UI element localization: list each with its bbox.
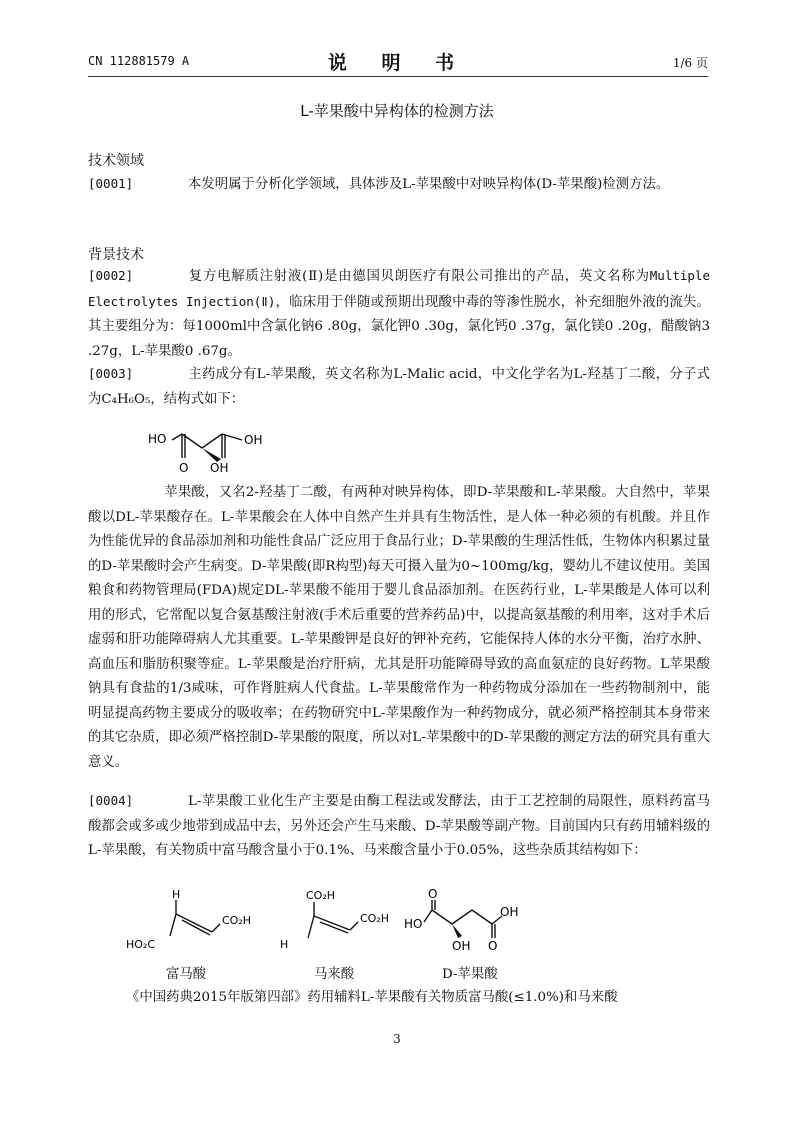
section-heading-tech-field: 技术领域 [88, 153, 144, 169]
paragraph-text: L-苹果酸工业化生产主要是由酶工程法或发酵法，由于工艺控制的局限性，原料药富马酸都会或多或少地带到成品中去，另外还会产生马来酸、D-苹果酸等副产物。目前国内只有药用辅料级的L-苹果酸，有关物质中富马酸含量小于0.1%、马来酸含量小于0.05%，这些杂质其结构如下： [88, 794, 710, 858]
paragraph-0003 [88, 362, 710, 412]
paragraph-0003-continued [88, 481, 710, 775]
structure-label: CO₂H [222, 914, 252, 927]
paragraph-0004 [88, 789, 710, 864]
paragraph-text: 《中国药典2015年版第四部》药用辅料L-苹果酸有关物质富马酸(≤1.0%)和马来酸 [126, 990, 618, 1005]
section-heading-background: 背景技术 [88, 247, 144, 263]
publication-number: CN 112881579 A [88, 54, 190, 68]
document-title: L-苹果酸中异构体的检测方法 [300, 102, 494, 120]
paragraph-text: 本发明属于分析化学领域，具体涉及L-苹果酸中对映异构体(D-苹果酸)检测方法。 [188, 177, 670, 192]
header-rule [88, 76, 708, 77]
paragraph-text: ，临床用于伴随或预期出现酸中毒的等渗性脱水，补充细胞外液的流失。其主要组分为：每1000ml中含氯化钠6 .80g，氯化钾0 .30g，氯化钙0 .37g，氯化镁0 .20g，醋酸钠3 .27g，L-苹果酸0 .67g。 [88, 294, 710, 359]
structure-label: O [179, 461, 189, 475]
caption-maleic-acid: 马来酸 [314, 967, 355, 982]
paragraph-number: [0001] [88, 176, 134, 191]
caption-fumaric-acid: 富马酸 [166, 967, 207, 982]
paragraph-number: [0002] [88, 268, 134, 283]
paragraph-0002 [88, 264, 710, 364]
structure-label: HO₂C [126, 938, 156, 951]
structure-label: H [280, 938, 289, 951]
caption-d-malic-acid: D-苹果酸 [442, 967, 498, 982]
structure-label: CO₂H [306, 889, 336, 902]
d-malic-acid-structure [404, 886, 544, 958]
structure-label: CO₂H [360, 912, 390, 925]
structure-label: O [428, 887, 438, 901]
structure-label: OH [210, 461, 229, 475]
paragraph-last-line [88, 986, 710, 1011]
l-malic-acid-structure [140, 414, 280, 478]
paragraph-number: [0003] [88, 366, 134, 381]
header-title: 说 明 书 [327, 52, 469, 74]
header-page: 1/6 页 [672, 56, 708, 70]
paragraph-text: 复方电解质注射液(Ⅱ)是由德国贝朗医疗有限公司推出的产品，英文名称为 [188, 269, 650, 284]
paragraph-text: 主药成分有L-苹果酸，英文名称为L-Malic acid，中文化学名为L-羟基丁二酸，分子式为C₄H₆O₅，结构式如下： [88, 367, 710, 407]
structure-label: OH [500, 905, 519, 919]
structure-label: HO [404, 917, 423, 931]
structure-label: H [172, 888, 181, 901]
paragraph-number: [0004] [88, 793, 134, 808]
structure-label: HO [148, 432, 167, 446]
paragraph-text: 苹果酸，又名2-羟基丁二酸，有两种对映异构体，即D-苹果酸和L-苹果酸。大自然中，苹果酸以DL-苹果酸存在。L-苹果酸会在人体中自然产生并具有生物活性，是人体一种必须的有机酸。并且作为性能优异的食品添加剂和功能性食品广泛应用于食品行业；D-苹果酸的生理活性低，生物体内积累过量的D-苹果酸时会产生病变。D-苹果酸(即R构型)每天可摄入量为0~100mg/kg，婴幼儿不建议使用。美国粮食和药物管理局(FDA)规定DL-苹果酸不能用于婴儿食品添加剂。在医药行业，L-苹果酸是人体可以利用的形式，它常配以复合氨基酸注射液(手术后重要的营养药品)中，以提高氨基酸的利用率，这对手术后虚弱和肝功能障碍病人尤其重要。L-苹果酸钾是良好的钾补充药，它能保持人体的水分平衡，治疗水肿、高血压和脂肪积聚等症。L-苹果酸是治疗肝病，尤其是肝功能障碍导致的高血氨症的良好药物。L苹果酸钠具有食盐的1/3咸味，可作肾脏病人代食盐。L-苹果酸常作为一种药物成分添加在一些药物制剂中，能明显提高药物主要成分的吸收率；在药物研究中L-苹果酸作为一种药物成分，就必须严格控制其本身带来的其它杂质，即必须严格控制D-苹果酸的限度，所以对L-苹果酸中的D-苹果酸的测定方法的研究具有重大意义。 [88, 485, 710, 770]
structure-label: O [488, 939, 498, 953]
maleic-acid-structure [274, 886, 404, 958]
page-header [88, 50, 708, 76]
paragraph-text-latin: Multiple Electrolytes Injection(Ⅱ) [88, 268, 710, 309]
paragraph-0001 [88, 172, 710, 198]
page-number: 3 [393, 1032, 401, 1046]
fumaric-acid-structure [122, 886, 262, 958]
structure-label: OH [244, 433, 263, 447]
structure-label: OH [452, 939, 471, 953]
